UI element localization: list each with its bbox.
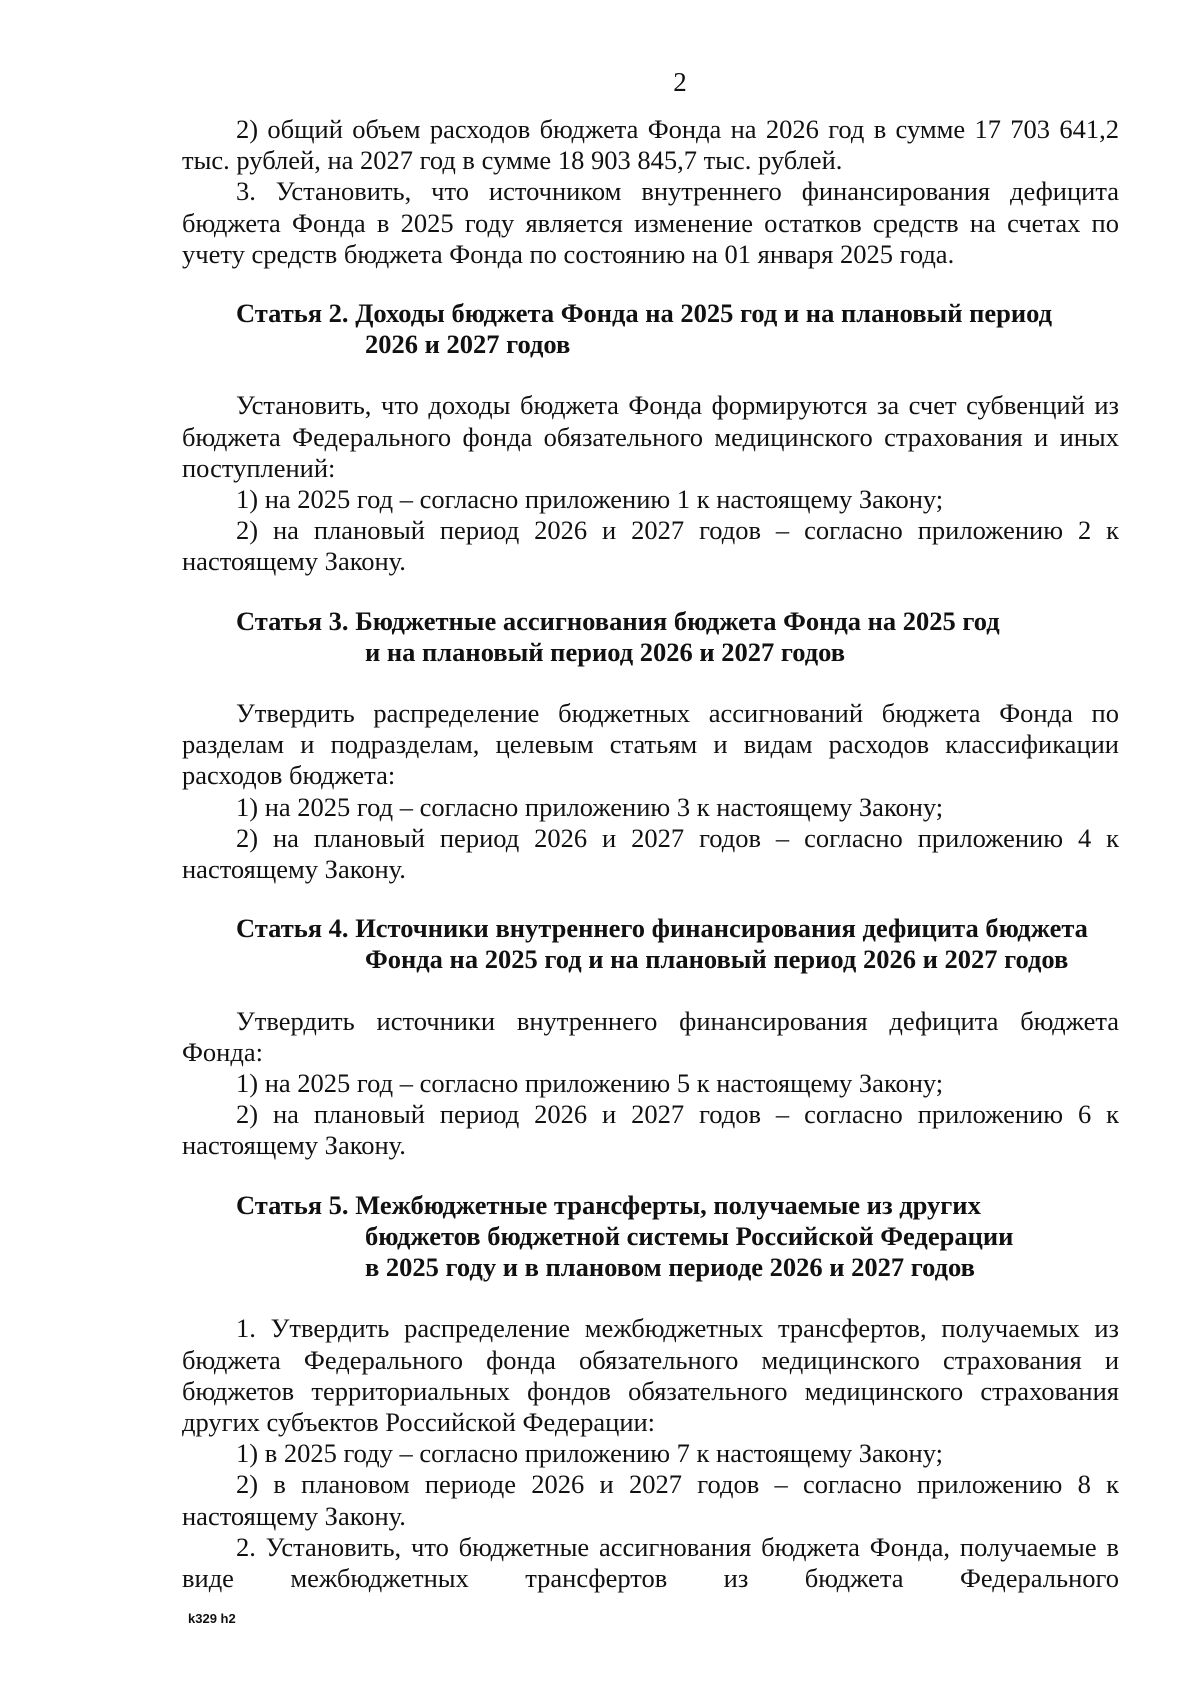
article-paragraph: Утвердить распределение бюджетных ассигнований бюджета Фонда по разделам и подразделам, целевым статьям и видам расходов классификации расходов бюджета:	[182, 698, 1119, 791]
article-title-line: Бюджетные ассигнования бюджета Фонда на 2025 год	[355, 605, 1000, 636]
article-paragraph: 1) на 2025 год – согласно приложению 5 к настоящему Закону;	[236, 1068, 944, 1099]
article-paragraph: 1) в 2025 году – согласно приложению 7 к настоящему Закону;	[236, 1438, 943, 1469]
footer-code: k329 h2	[188, 1611, 236, 1626]
article-heading	[182, 913, 1119, 975]
article-paragraph: Установить, что доходы бюджета Фонда формируются за счет субвенций из бюджета Федерального фонда обязательного медицинского страхования и иных поступлений:	[182, 390, 1119, 483]
intro-paragraph: 2) общий объем расходов бюджета Фонда на 2026 год в сумме 17 703 641,2 тыс. рублей, на 2027 год в сумме 18 903 845,7 тыс. рублей.	[182, 114, 1119, 176]
article-paragraph: 2. Установить, что бюджетные ассигнования бюджета Фонда, получаемые в виде межбюджетных трансфертов из бюджета Федерального	[182, 1531, 1119, 1593]
article-title-line: 2026 и 2027 годов	[365, 329, 571, 360]
article-paragraph: 2) на плановый период 2026 и 2027 годов – согласно приложению 2 к настоящему Закону.	[182, 515, 1119, 577]
article-title-line: Межбюджетные трансферты, получаемые из других	[355, 1189, 981, 1220]
article-title-line: в 2025 году и в плановом периоде 2026 и 2027 годов	[365, 1252, 975, 1283]
article-heading	[182, 298, 1119, 360]
article-title-line: Источники внутреннего финансирования дефицита бюджета	[355, 913, 1088, 944]
page-number: 2	[673, 67, 687, 97]
article-heading	[182, 606, 1119, 668]
article-paragraph: 1) на 2025 год – согласно приложению 1 к настоящему Закону;	[236, 484, 944, 515]
article-paragraph: 2) на плановый период 2026 и 2027 годов – согласно приложению 4 к настоящему Закону.	[182, 822, 1119, 885]
article-label: Статья 4.	[236, 913, 349, 944]
article-label: Статья 2.	[236, 298, 349, 329]
article-paragraph: 1. Утвердить распределение межбюджетных трансфертов, получаемых из бюджета Федерального фонда обязательного медицинского страхования и бюджетов территориальных фондов обязательного медицинского страхования других субъектов Российской Федерации:	[182, 1313, 1119, 1437]
article-title-line: и на плановый период 2026 и 2027 годов	[365, 636, 846, 667]
article-title-line: бюджетов бюджетной системы Российской Федерации	[365, 1220, 1014, 1251]
article-paragraph: 2) в плановом периоде 2026 и 2027 годов – согласно приложению 8 к настоящему Закону.	[182, 1469, 1119, 1531]
article-paragraph: 2) на плановый период 2026 и 2027 годов – согласно приложению 6 к настоящему Закону.	[182, 1099, 1119, 1161]
article-title-line: Фонда на 2025 год и на плановый период 2026 и 2027 годов	[365, 944, 1069, 975]
article-paragraph: 1) на 2025 год – согласно приложению 3 к настоящему Закону;	[236, 791, 944, 822]
article-label: Статья 3.	[236, 605, 349, 636]
article-heading	[182, 1190, 1119, 1284]
article-paragraph: Утвердить источники внутреннего финансирования дефицита бюджета Фонда:	[182, 1005, 1119, 1067]
document-body	[182, 114, 1119, 1594]
article-label: Статья 5.	[236, 1189, 349, 1220]
intro-paragraph: 3. Установить, что источником внутреннего финансирования дефицита бюджета Фонда в 2025 году является изменение остатков средств на счетах по учету средств бюджета Фонда по состоянию на 01 января 2025 года.	[182, 176, 1119, 269]
article-title-line: Доходы бюджета Фонда на 2025 год и на плановый период	[355, 298, 1053, 329]
